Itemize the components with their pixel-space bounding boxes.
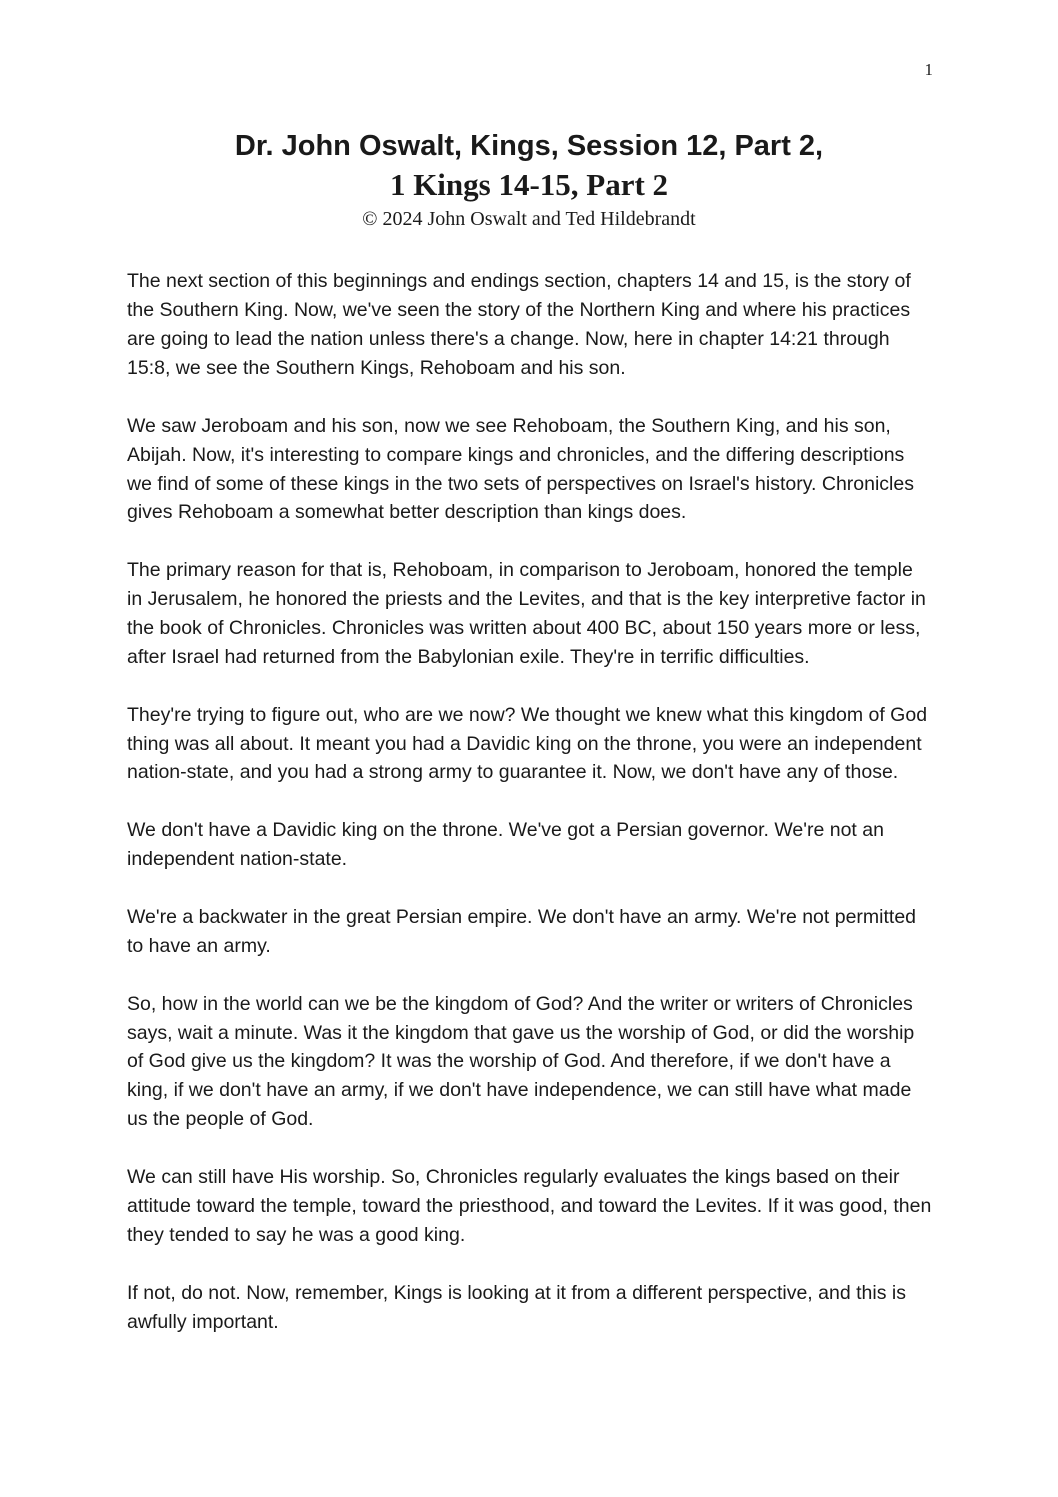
paragraph: We're a backwater in the great Persian empire. We don't have an army. We're not permitted to have an army.: [127, 906, 917, 957]
paragraph: If not, do not. Now, remember, Kings is looking at it from a different perspective, and this is awfully important.: [127, 1281, 906, 1333]
paragraph: We can still have His worship. So, Chronicles regularly evaluates the kings based on their attitude toward the temple, toward the priesthood, and toward the Levites. If it was good, then they tended to say he was a good king.: [127, 1166, 932, 1246]
paragraph: They're trying to figure out, who are we now? We thought we knew what this kingdom of God thing was all about. It meant you had a Davidic king on the throne, you were an independent nation-state, and you had a strong army to guarantee it. Now, we don't have any of those.: [127, 703, 928, 784]
paragraph: We don't have a Davidic king on the throne. We've got a Persian governor. We're not an independent nation-state.: [127, 819, 884, 871]
paragraph: So, how in the world can we be the kingdom of God? And the writer or writers of Chronicles says, wait a minute. Was it the kingdom that gave us the worship of God, or did the worship of God give us the kingdom? It was the worship of God. And therefore, if we don't have a king, if we don't have an army, if we don't have independence, we can still have what made us the people of God.: [127, 992, 915, 1131]
document-title-line1: Dr. John Oswalt, Kings, Session 12, Part 2,: [234, 130, 824, 162]
document-body: [127, 267, 933, 1336]
document-title-line2: 1 Kings 14-15, Part 2: [389, 166, 669, 202]
document-header: [0, 0, 1058, 231]
paragraph: The primary reason for that is, Rehoboam, in comparison to Jeroboam, honored the temple in Jerusalem, he honored the priests and the Levites, and that is the key interpretive factor in the book of Chronicles. Chronicles was written about 400 BC, about 150 years more or less, after Israel had returned from the Babylonian exile. They're in terrific difficulties.: [127, 559, 926, 668]
paragraph: We saw Jeroboam and his son, now we see Rehoboam, the Southern King, and his son, Abijah. Now, it's interesting to compare kings and chronicles, and the differing descriptions we find of some of these kings in the two sets of perspectives on Israel's history. Chronicles gives Rehoboam a somewhat better description than kings does.: [127, 414, 914, 524]
page-number: 1: [924, 60, 933, 79]
paragraph: The next section of this beginnings and endings section, chapters 14 and 15, is the story of the Southern King. Now, we've seen the story of the Northern King and where his practices are going to lead the nation unless there's a change. Now, here in chapter 14:21 through 15:8, we see the Southern Kings, Rehoboam and his son.: [127, 270, 911, 380]
copyright-line: © 2024 John Oswalt and Ted Hildebrandt: [362, 208, 696, 231]
